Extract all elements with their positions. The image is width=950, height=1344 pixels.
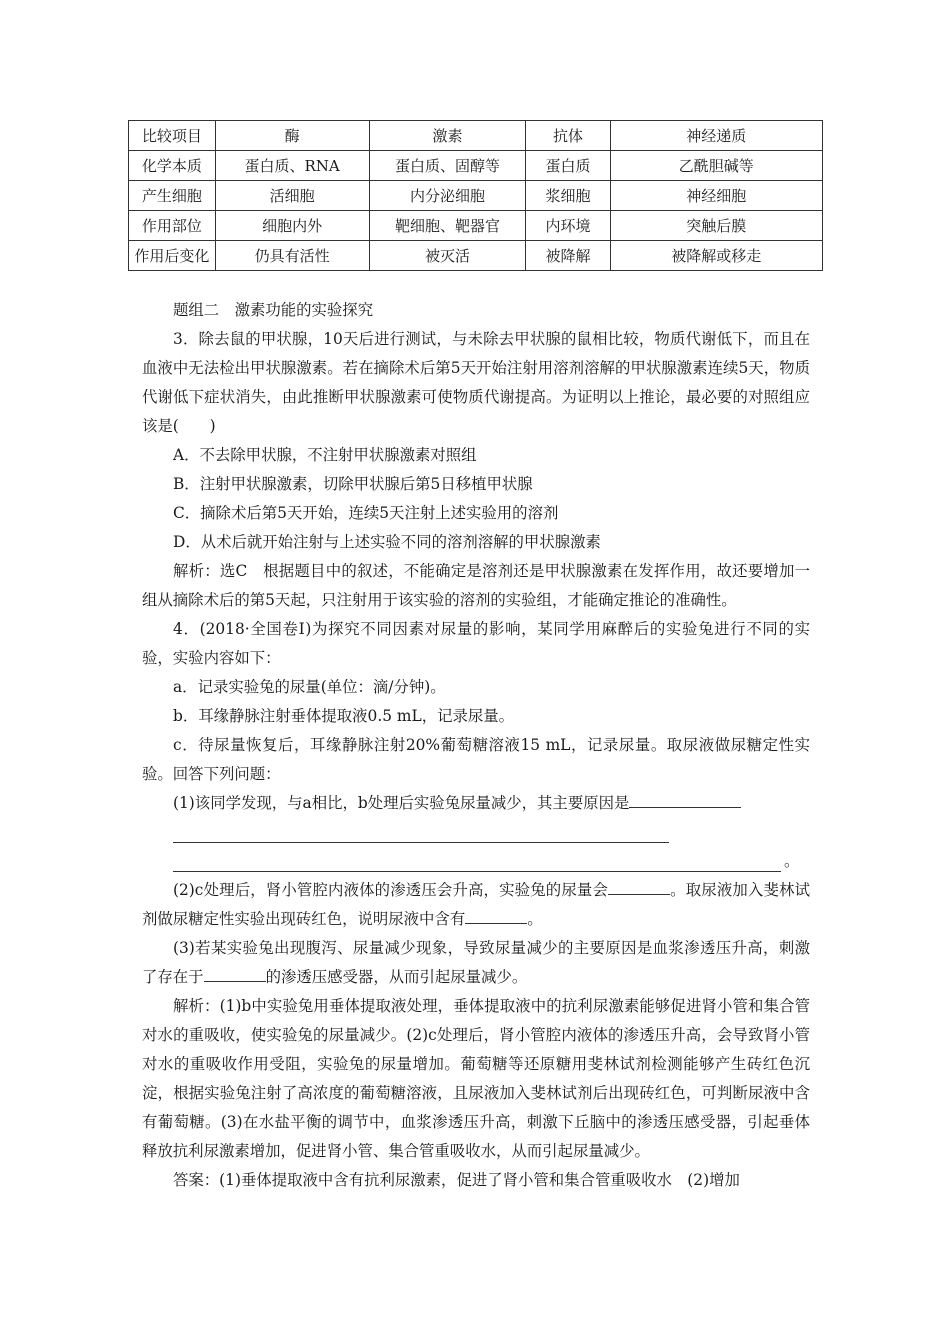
section-title: 题组二 激素功能的实验探究 bbox=[173, 301, 374, 319]
answer-blank bbox=[173, 857, 781, 872]
question-3-option-c: C．摘除术后第5天开始，连续5天注射上述实验用的溶剂 bbox=[173, 504, 559, 522]
answer-line-row bbox=[142, 818, 810, 847]
table-cell: 作用部位 bbox=[129, 211, 216, 241]
table-cell: 细胞内外 bbox=[215, 211, 369, 241]
sub2-text-c: 。 bbox=[527, 910, 543, 928]
question-3-option-d: D．从术后就开始注射与上述实验不同的溶剂溶解的甲状腺激素 bbox=[173, 533, 601, 551]
table-cell: 抗体 bbox=[526, 121, 610, 151]
table-cell: 酶 bbox=[215, 121, 369, 151]
table-cell: 仍具有活性 bbox=[215, 241, 369, 271]
comparison-table bbox=[128, 120, 823, 271]
sub1-end: 。 bbox=[784, 852, 800, 870]
question-4-step-a: a．记录实验兔的尿量(单位：滴/分钟)。 bbox=[173, 678, 446, 696]
table-cell: 内环境 bbox=[526, 211, 610, 241]
question-4-stem: 4．(2018·全国卷Ⅰ)为探究不同因素对尿量的影响，某同学用麻醉后的实验兔进行不同的实验，实验内容如下： bbox=[142, 620, 810, 667]
table-row bbox=[129, 241, 823, 271]
answer-blank bbox=[608, 880, 670, 895]
table-cell: 被降解或移走 bbox=[610, 241, 822, 271]
table-cell: 被降解 bbox=[526, 241, 610, 271]
question-4-sub3 bbox=[142, 934, 810, 992]
sub2-text-b: 。取尿液加入斐林试剂做尿糖定性实验出现砖红色，说明尿液中含有 bbox=[142, 881, 810, 928]
table-cell: 激素 bbox=[369, 121, 526, 151]
sub3-text-a: (3)若某实验兔出现腹泻、尿量减少现象，导致尿量减少的主要原因是血浆渗透压升高，刺激了存在于 bbox=[142, 939, 810, 986]
question-4-sub1 bbox=[142, 789, 810, 818]
answer-blank bbox=[204, 967, 266, 982]
table-cell: 化学本质 bbox=[129, 151, 216, 181]
answer-blank bbox=[629, 793, 741, 808]
question-4-step-b: b．耳缘静脉注射垂体提取液0.5 mL，记录尿量。 bbox=[173, 707, 515, 725]
table-row bbox=[129, 211, 823, 241]
table-cell: 神经递质 bbox=[610, 121, 822, 151]
answer-blank bbox=[465, 909, 527, 924]
table-row bbox=[129, 181, 823, 211]
document-body bbox=[142, 296, 810, 1195]
table-cell: 神经细胞 bbox=[610, 181, 822, 211]
question-4-answer: 答案：(1)垂体提取液中含有抗利尿激素，促进了肾小管和集合管重吸收水 (2)增加 bbox=[173, 1171, 740, 1189]
question-3-option-b: B．注射甲状腺激素，切除甲状腺后第5日移植甲状腺 bbox=[173, 475, 533, 493]
table-cell: 突触后膜 bbox=[610, 211, 822, 241]
table-cell: 浆细胞 bbox=[526, 181, 610, 211]
answer-line-row bbox=[142, 847, 810, 876]
table-cell: 作用后变化 bbox=[129, 241, 216, 271]
sub3-text-b: 的渗透压感受器，从而引起尿量减少。 bbox=[265, 968, 528, 986]
question-3-option-a: A．不去除甲状腺，不注射甲状腺激素对照组 bbox=[173, 446, 477, 464]
table-cell: 蛋白质 bbox=[526, 151, 610, 181]
sub1-text: (1)该同学发现，与a相比，b处理后实验兔尿量减少，其主要原因是 bbox=[173, 794, 630, 812]
table-cell: 被灭活 bbox=[369, 241, 526, 271]
table-row bbox=[129, 151, 823, 181]
table-cell: 靶细胞、靶器官 bbox=[369, 211, 526, 241]
question-4-analysis: 解析：(1)b中实验兔用垂体提取液处理，垂体提取液中的抗利尿激素能够促进肾小管和集合管对水的重吸收，使实验兔的尿量减少。(2)c处理后，肾小管腔内液体的渗透压升高，会导致肾小管对水的重吸收作用受阻，实验兔的尿量增加。葡萄糖等还原糖用斐林试剂检测能够产生砖红色沉淀，根据实验兔注射了高浓度的葡萄糖溶液，且尿液加入斐林试剂后出现砖红色，可判断尿液中含有葡萄糖。(3)在水盐平衡的调节中，血浆渗透压升高，刺激下丘脑中的渗透压感受器，引起垂体释放抗利尿激素增加，促进肾小管、集合管重吸收水，从而引起尿量减少。 bbox=[142, 997, 810, 1160]
table-cell: 蛋白质、固醇等 bbox=[369, 151, 526, 181]
table-cell: 产生细胞 bbox=[129, 181, 216, 211]
table-cell: 比较项目 bbox=[129, 121, 216, 151]
question-4-step-c: c．待尿量恢复后，耳缘静脉注射20%葡萄糖溶液15 mL，记录尿量。取尿液做尿糖定性实验。回答下列问题： bbox=[142, 736, 810, 783]
sub2-text-a: (2)c处理后，肾小管腔内液体的渗透压会升高，实验兔的尿量会 bbox=[173, 881, 608, 899]
question-3-analysis: 解析：选C 根据题目中的叙述，不能确定是溶剂还是甲状腺激素在发挥作用，故还要增加一组从摘除术后的第5天起，只注射用于该实验的溶剂的实验组，才能确定推论的准确性。 bbox=[142, 562, 810, 609]
table-cell: 蛋白质、RNA bbox=[215, 151, 369, 181]
table-cell: 活细胞 bbox=[215, 181, 369, 211]
question-4-sub2 bbox=[142, 876, 810, 934]
answer-blank bbox=[173, 828, 669, 843]
question-3-stem: 3．除去鼠的甲状腺，10天后进行测试，与未除去甲状腺的鼠相比较，物质代谢低下，而且在血液中无法检出甲状腺激素。若在摘除术后第5天开始注射用溶剂溶解的甲状腺激素连续5天，物质代谢低下症状消失，由此推断甲状腺激素可使物质代谢提高。为证明以上推论，最必要的对照组应该是( ) bbox=[142, 330, 810, 435]
table-row bbox=[129, 121, 823, 151]
table-cell: 内分泌细胞 bbox=[369, 181, 526, 211]
table-cell: 乙酰胆碱等 bbox=[610, 151, 822, 181]
